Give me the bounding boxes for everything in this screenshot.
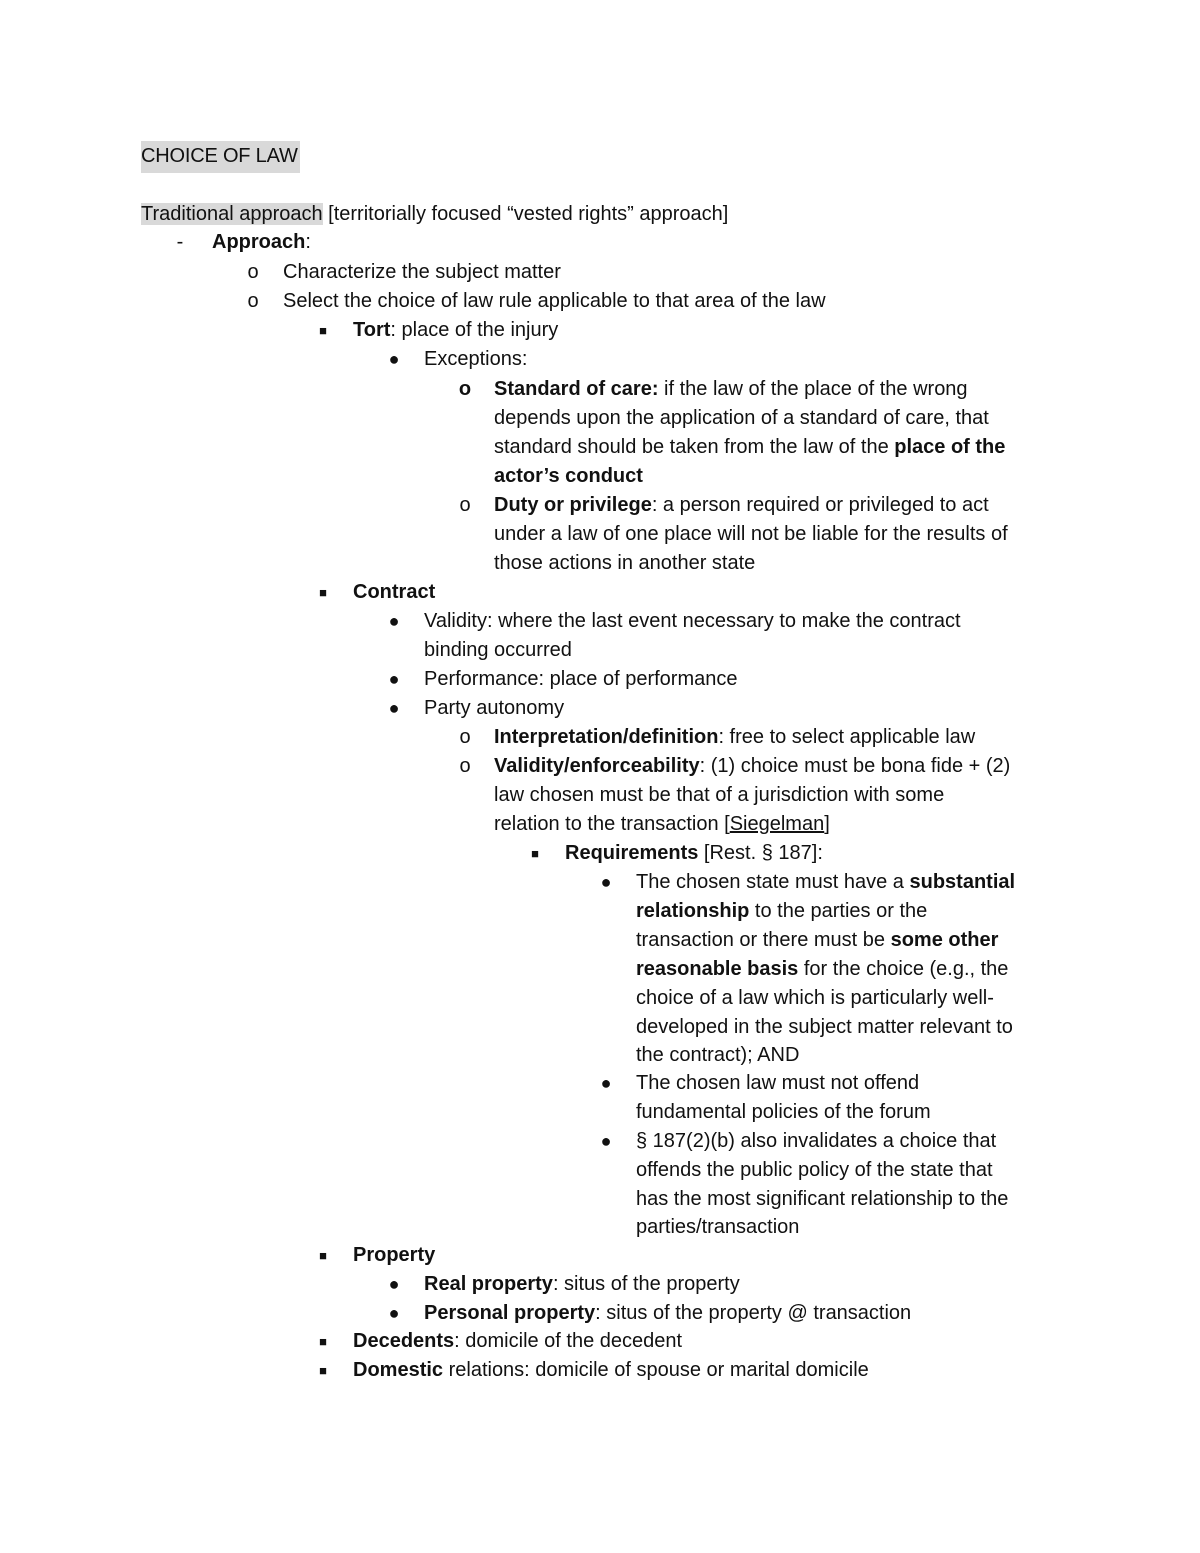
dash-bullet: - (176, 231, 184, 253)
requirement-line: fundamental policies of the forum (636, 1101, 931, 1123)
section-heading-note: [territorially focused “vested rights” approach] (328, 203, 729, 225)
requirement-emphasis: reasonable basis (636, 958, 799, 980)
standard-of-care-emphasis: place of the (894, 436, 1006, 458)
standard-of-care-line (494, 433, 1005, 462)
enforceability-line: law chosen must be that of a jurisdiction with some (494, 784, 945, 806)
duty-text: : a person required or privileged to act (651, 494, 989, 516)
requirement-text: The chosen state must have a (636, 871, 910, 893)
requirements-text: [Rest. § 187]: (698, 842, 823, 864)
requirement-text: to the parties or the (749, 900, 928, 922)
requirements-label: Requirements (565, 842, 699, 864)
standard-of-care-line (494, 462, 643, 491)
requirement-line: parties/transaction (636, 1216, 800, 1238)
requirements-item (565, 839, 823, 868)
requirement-line (636, 955, 1008, 984)
enforceability-text: : (1) choice must be bona fide + (2) (699, 755, 1011, 777)
step-item: Select the choice of law rule applicable to that area of the law (283, 290, 826, 312)
circle-bullet: o (247, 261, 259, 283)
requirement-line: developed in the subject matter relevant to (636, 1016, 1013, 1038)
validity-line: binding occurred (424, 639, 572, 661)
real-property-label: Real property (424, 1273, 553, 1295)
enforceability-text: relation to the transaction [ (494, 813, 730, 835)
enforceability-text: ] (824, 813, 830, 835)
requirement-line: § 187(2)(b) also invalidates a choice that (636, 1130, 997, 1152)
personal-property-item (424, 1299, 911, 1328)
requirement-line: The chosen law must not offend (636, 1072, 920, 1094)
standard-of-care-text: standard should be taken from the law of the (494, 436, 895, 458)
domestic-text: relations: domicile of spouse or marital domicile (443, 1359, 869, 1381)
circle-bullet: o (459, 494, 471, 516)
square-bullet: ■ (319, 1363, 327, 1378)
tort-item (353, 316, 558, 345)
circle-bullet: o (459, 726, 471, 748)
standard-of-care-text: if the law of the place of the wrong (658, 378, 968, 400)
requirement-emphasis: some other (890, 929, 999, 951)
validity-line: Validity: where the last event necessary to make the contract (424, 610, 961, 632)
contract-label: Contract (353, 581, 436, 603)
property-item (353, 1241, 435, 1270)
dot-bullet: ● (388, 1274, 400, 1294)
enforceability-line (494, 810, 830, 839)
document-title: CHOICE OF LAW (141, 141, 300, 173)
approach-label: Approach (212, 231, 306, 253)
interpretation-label: Interpretation/definition (494, 726, 719, 748)
real-property-item (424, 1270, 740, 1299)
dot-bullet: ● (388, 1303, 400, 1323)
dot-bullet: ● (388, 698, 400, 718)
duty-line (494, 491, 989, 520)
duty-label: Duty or privilege (494, 494, 652, 516)
tort-label: Tort (353, 319, 391, 341)
enforceability-label: Validity/enforceability (494, 755, 700, 777)
square-bullet: ■ (319, 585, 327, 600)
circle-bullet: o (458, 378, 472, 400)
square-bullet: ■ (319, 1334, 327, 1349)
requirement-line: offends the public policy of the state that (636, 1159, 993, 1181)
interpretation-text: : free to select applicable law (718, 726, 976, 748)
dot-bullet: ● (600, 872, 612, 892)
domestic-item (353, 1356, 869, 1385)
requirement-emphasis: substantial (909, 871, 1016, 893)
step-item: Characterize the subject matter (283, 261, 561, 283)
requirement-line: choice of a law which is particularly well- (636, 987, 994, 1009)
standard-of-care-line (494, 375, 968, 404)
requirement-line: has the most significant relationship to the (636, 1188, 1009, 1210)
dot-bullet: ● (388, 669, 400, 689)
tort-text: : place of the injury (390, 319, 559, 341)
decedents-label: Decedents (353, 1330, 455, 1352)
approach-colon: : (305, 231, 311, 253)
real-property-text: : situs of the property (552, 1273, 740, 1295)
standard-of-care-emphasis: actor’s conduct (494, 465, 643, 487)
dot-bullet: ● (388, 611, 400, 631)
requirement-text: for the choice (e.g., the (798, 958, 1009, 980)
section-heading-label: Traditional approach (141, 203, 323, 225)
interpretation-item (494, 723, 975, 752)
exceptions-item: Exceptions: (424, 348, 528, 370)
requirement-line: the contract); AND (636, 1044, 800, 1066)
decedents-item (353, 1327, 682, 1356)
requirement-line (636, 926, 998, 955)
performance-item: Performance: place of performance (424, 668, 738, 690)
enforceability-line (494, 752, 1010, 781)
party-autonomy-item: Party autonomy (424, 697, 565, 719)
personal-property-label: Personal property (424, 1302, 596, 1324)
standard-of-care-line: depends upon the application of a standard of care, that (494, 407, 989, 429)
section-heading (141, 199, 728, 229)
standard-of-care-label: Standard of care: (494, 378, 659, 400)
approach-item (212, 228, 311, 257)
requirement-line (636, 897, 927, 926)
requirement-line (636, 868, 1015, 897)
case-citation: Siegelman (729, 813, 825, 835)
square-bullet: ■ (319, 323, 327, 338)
dot-bullet: ● (600, 1131, 612, 1151)
contract-item (353, 578, 435, 607)
requirement-emphasis: relationship (636, 900, 750, 922)
duty-line: those actions in another state (494, 552, 756, 574)
circle-bullet: o (247, 290, 259, 312)
dot-bullet: ● (600, 1073, 612, 1093)
square-bullet: ■ (319, 1248, 327, 1263)
square-bullet: ■ (531, 846, 539, 861)
requirement-text: transaction or there must be (636, 929, 891, 951)
circle-bullet: o (459, 755, 471, 777)
personal-property-text: : situs of the property @ transaction (595, 1302, 912, 1324)
decedents-text: : domicile of the decedent (454, 1330, 683, 1352)
domestic-label: Domestic (353, 1359, 444, 1381)
duty-line: under a law of one place will not be liable for the results of (494, 523, 1008, 545)
dot-bullet: ● (388, 349, 400, 369)
property-label: Property (353, 1244, 436, 1266)
